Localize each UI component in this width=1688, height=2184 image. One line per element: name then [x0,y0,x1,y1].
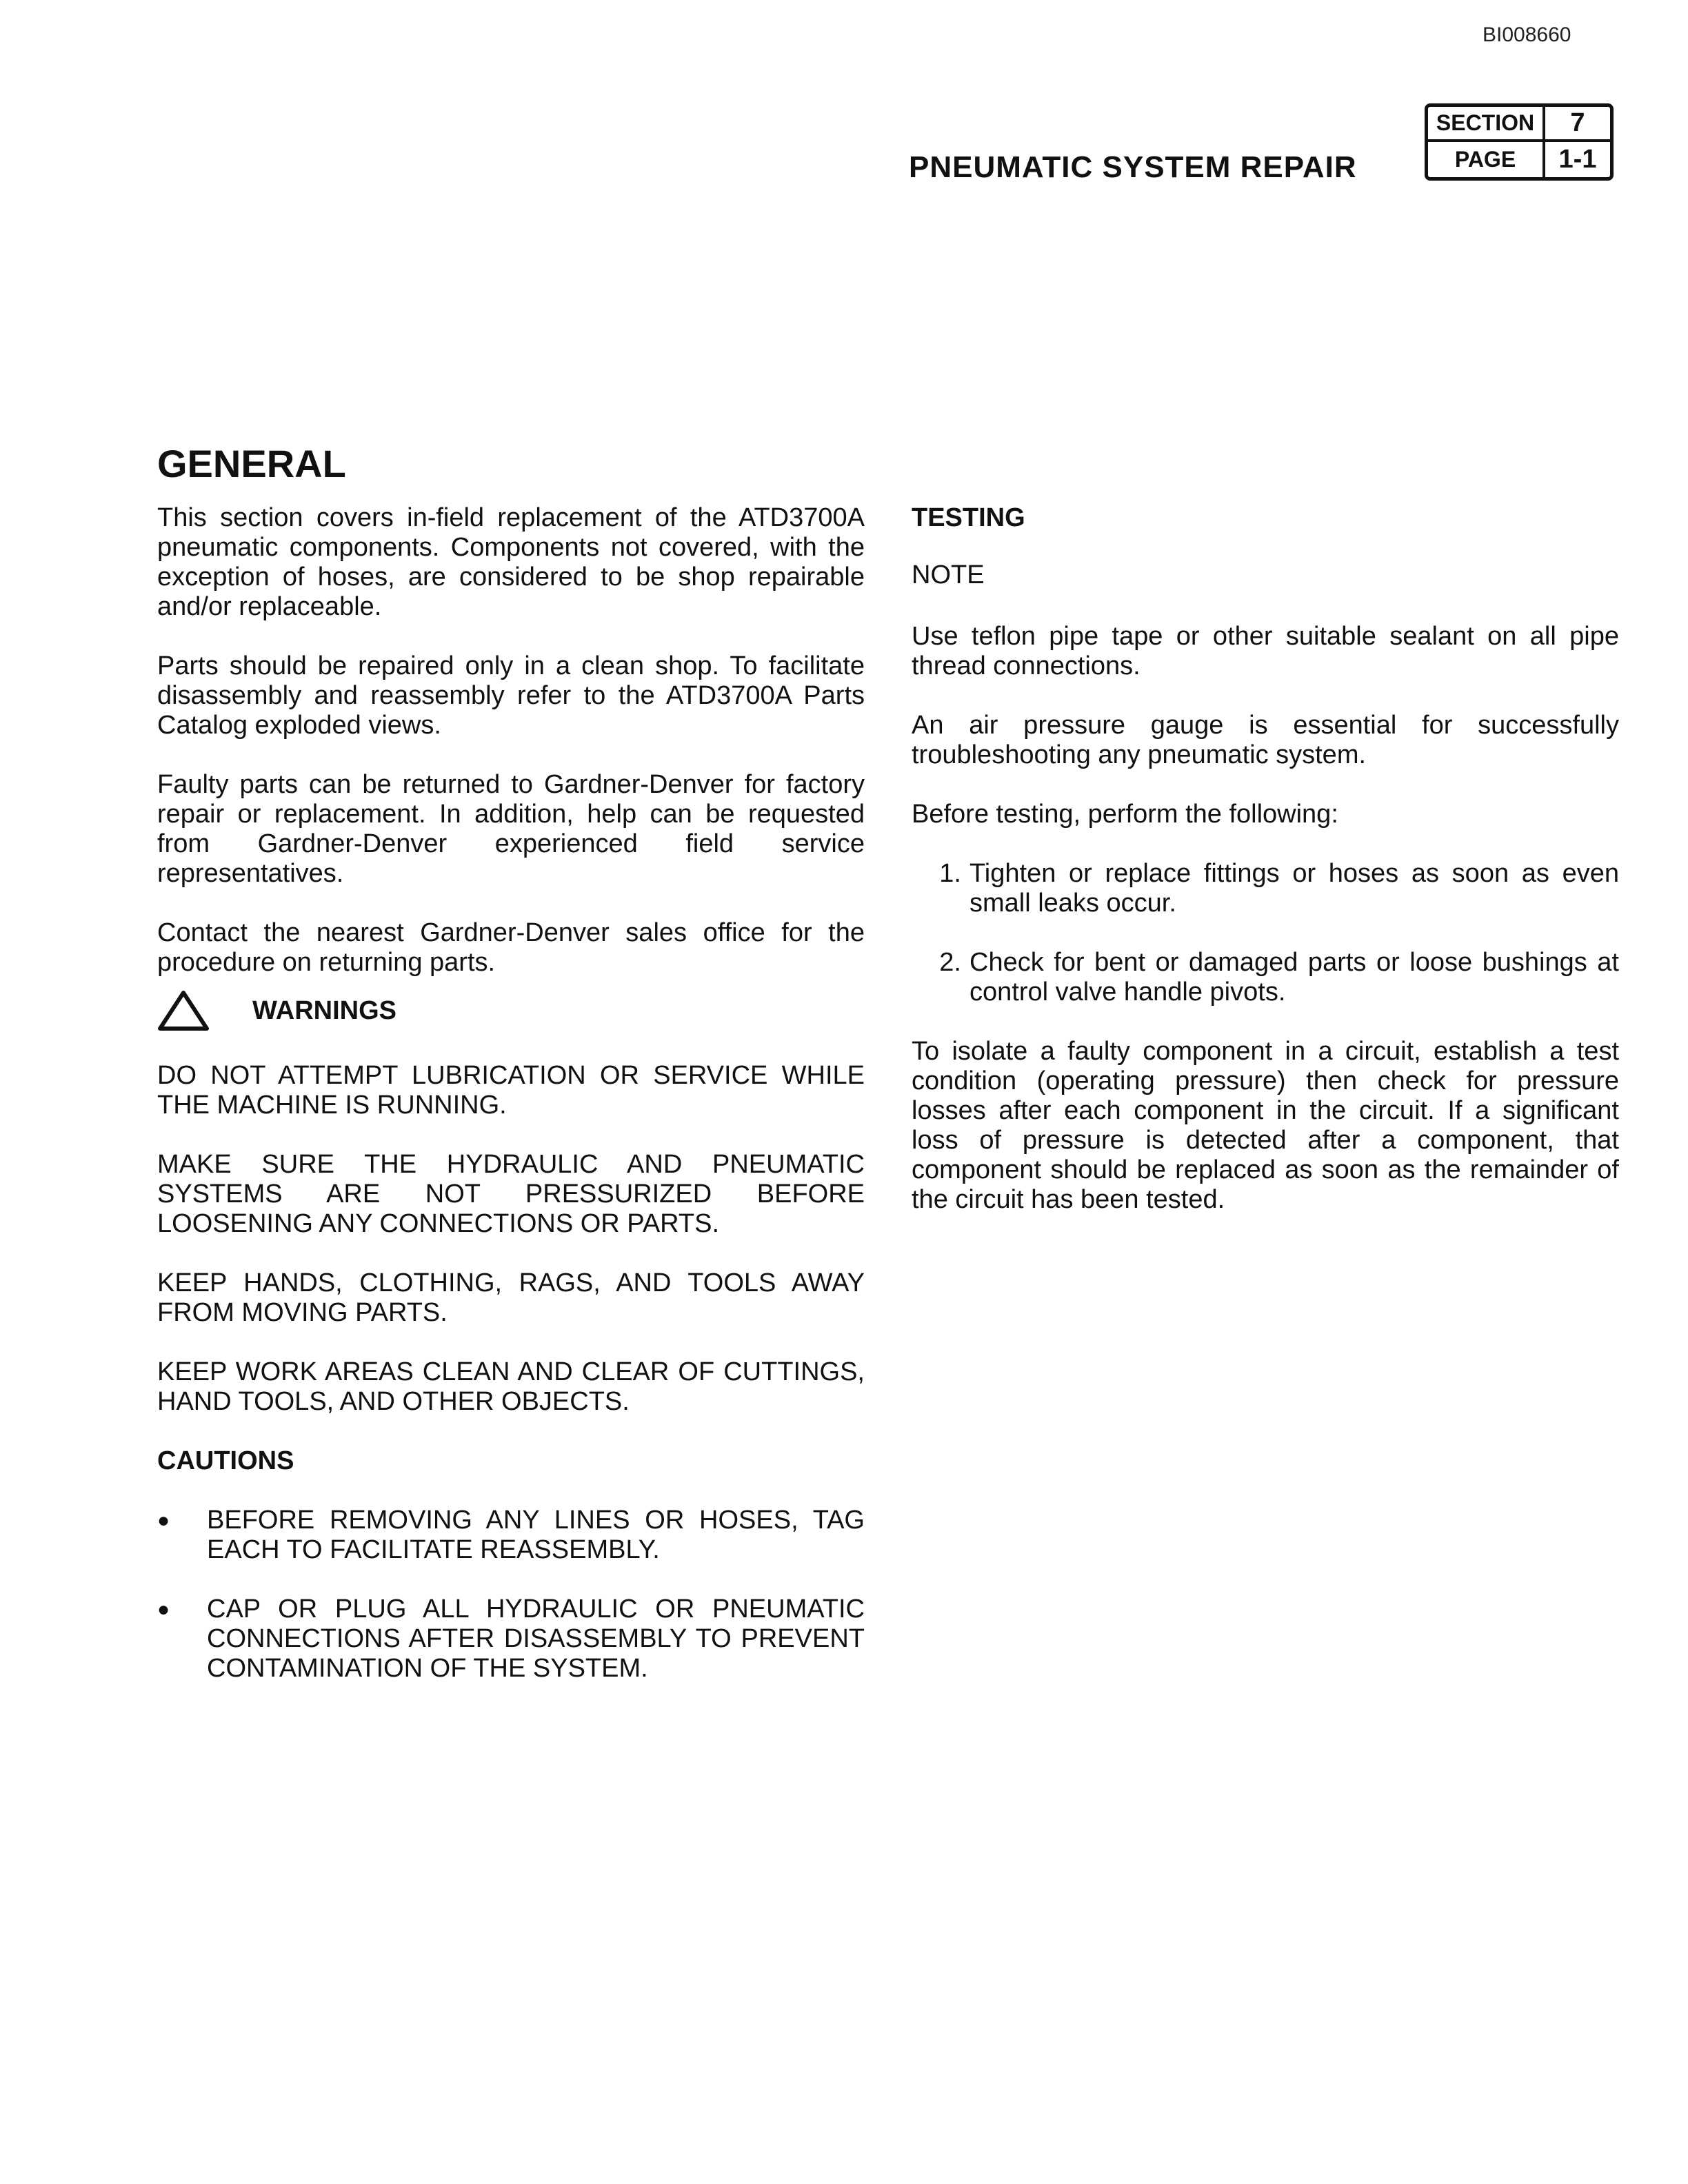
warnings-heading: WARNINGS [252,995,396,1025]
document-id: BI008660 [1483,23,1571,46]
section-value: 7 [1545,107,1610,142]
warning-item-2: MAKE SURE THE HYDRAULIC AND PNEUMATIC SYSTEMS ARE NOT PRESSURIZED BEFORE LOOSENING ANY CONNECTIONS OR PARTS. [157,1150,865,1238]
caution-item [157,1595,865,1684]
note-label: NOTE [912,560,985,589]
page-label: PAGE [1428,142,1545,177]
testing-heading: TESTING [912,503,1025,532]
left-column [157,503,865,1684]
warning-item-4: KEEP WORK AREAS CLEAN AND CLEAR OF CUTTINGS, HAND TOOLS, AND OTHER OBJECTS. [157,1357,865,1416]
caution-text: CAP OR PLUG ALL HYDRAULIC OR PNEUMATIC CONNECTIONS AFTER DISASSEMBLY TO PREVENT CONTAMINATION OF THE SYSTEM. [207,1595,865,1683]
general-heading: GENERAL [157,442,346,485]
warning-item-3: KEEP HANDS, CLOTHING, RAGS, AND TOOLS AWAY FROM MOVING PARTS. [157,1268,865,1327]
warning-triangle-icon [157,990,210,1031]
cautions-list [157,1506,865,1684]
step-number: 2. [939,948,961,977]
bullet-icon: ● [157,1509,170,1532]
right-column [912,503,1619,1215]
caution-text: BEFORE REMOVING ANY LINES OR HOSES, TAG EACH TO FACILITATE REASSEMBLY. [207,1506,865,1564]
testing-step [912,859,1619,918]
bullet-icon: ● [157,1598,170,1621]
testing-steps-list [912,859,1619,1007]
step-text: Tighten or replace fittings or hoses as soon as even small leaks occur. [969,859,1619,918]
section-label: SECTION [1428,107,1545,142]
note-text: Use teflon pipe tape or other suitable sealant on all pipe thread connections. [912,622,1619,680]
isolate-paragraph: To isolate a faulty component in a circuit, establish a test condition (operating pressure) then check for pressure losses after each component in the circuit. If a significant loss of pressure is detected after a component, that component should be replaced as soon as the remainder of the circuit has been tested. [912,1037,1619,1214]
page-header-title: PNEUMATIC SYSTEM REPAIR [909,150,1357,184]
general-paragraph-1: This section covers in-field replacement of the ATD3700A pneumatic components. Components not covered, with the exception of hoses, are considered to be shop repairable and/or replaceable. [157,503,865,621]
warnings-heading-row [157,990,865,1031]
step-number: 1. [939,859,961,888]
before-testing-paragraph: Before testing, perform the following: [912,800,1338,829]
warning-item-1: DO NOT ATTEMPT LUBRICATION OR SERVICE WHILE THE MACHINE IS RUNNING. [157,1061,865,1120]
general-paragraph-4: Contact the nearest Gardner-Denver sales office for the procedure on returning parts. [157,918,865,977]
testing-step [912,948,1619,1007]
general-paragraph-3: Faulty parts can be returned to Gardner-Denver for factory repair or replacement. In addition, help can be requested from Gardner-Denver experienced field service representatives. [157,770,865,888]
general-paragraph-2: Parts should be repaired only in a clean shop. To facilitate disassembly and reassembly refer to the ATD3700A Parts Catalog exploded views. [157,651,865,740]
gauge-paragraph: An air pressure gauge is essential for successfully troubleshooting any pneumatic system. [912,711,1619,769]
step-text: Check for bent or damaged parts or loose bushings at control valve handle pivots. [969,948,1619,1007]
section-page-box [1425,103,1614,181]
caution-item [157,1506,865,1565]
cautions-heading: CAUTIONS [157,1446,294,1475]
page-value: 1-1 [1558,145,1597,174]
